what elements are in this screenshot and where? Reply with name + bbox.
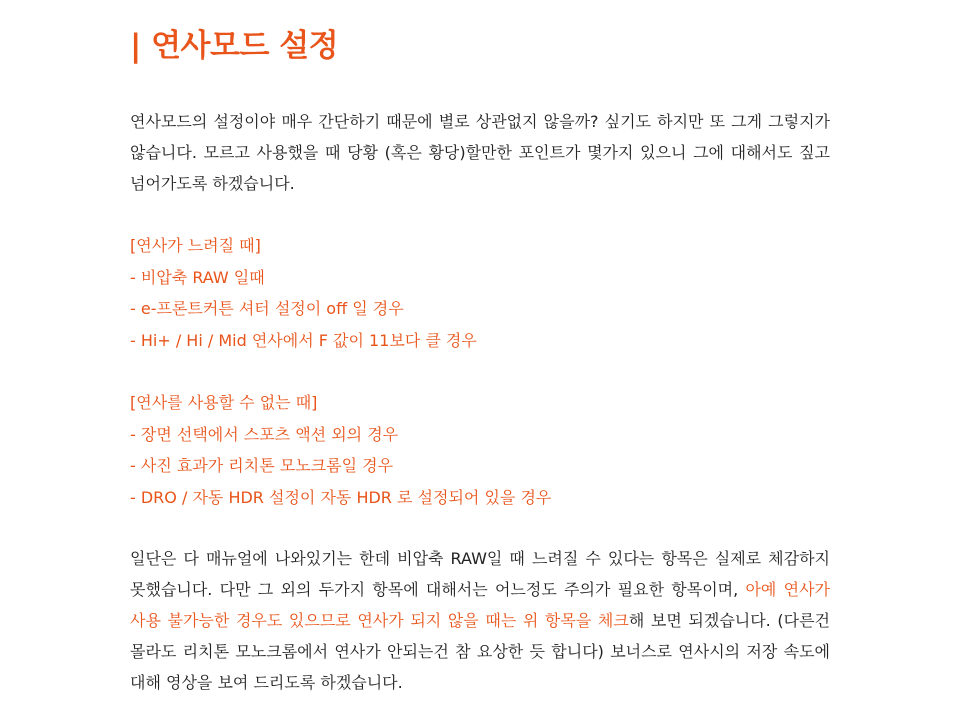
list-item: - e-프론트커튼 셔터 설정이 off 일 경우: [130, 299, 404, 318]
list-item: - Hi+ / Hi / Mid 연사에서 F 값이 11보다 클 경우: [130, 330, 477, 350]
slow-burst-conditions: [130, 230, 830, 356]
section-heading: | 연사모드 설정: [130, 28, 339, 64]
burst-unavailable-title: [연사를 사용할 수 없는 때]: [130, 393, 318, 412]
closing-paragraph: [130, 543, 830, 698]
closing-text-start: 일단은 다 매뉴얼에 나와있기는 한데 비압축 RAW일 때 느려질 수 있다는 항목은 실제로 체감하지 못했습니다. 다만 그 외의 두가지 항목에 대해서는 어느정도 주의가 필요한 항목이며,: [130, 549, 830, 599]
list-item: - 장면 선택에서 스포츠 액션 외의 경우: [130, 424, 399, 444]
list-item: - DRO / 자동 HDR 설정이 자동 HDR 로 설정되어 있을 경우: [130, 487, 552, 507]
list-item: - 비압축 RAW 일때: [130, 267, 265, 287]
closing-text-end: 해 보면 되겠습니다. (다른건 몰라도 리치톤 모노크롬에서 연사가 안되는건 참 요상한 듯 합니다) 보너스로 연사시의 저장 속도에 대해 영상을 보여 드리도록 하겠습니다.: [130, 611, 830, 692]
slow-burst-title: [연사가 느려질 때]: [130, 236, 261, 255]
burst-unavailable-conditions: [130, 387, 830, 513]
list-item: - 사진 효과가 리치톤 모노크롬일 경우: [130, 456, 394, 475]
closing-highlight: 아예 연사가 사용 불가능한 경우도 있으므로 연사가 되지 않을 때는 위 항목을 체크: [130, 580, 831, 630]
intro-paragraph: 연사모드의 설정이야 매우 간단하기 때문에 별로 상관없지 않을까? 싶기도 하지만 또 그게 그렇지가 않습니다. 모르고 사용했을 때 당황 (혹은 황당)할만한 포인트가 몇가지 있으니 그에 대해서도 짚고 넘어가도록 하겠습니다.: [130, 112, 830, 193]
article: [130, 0, 830, 698]
